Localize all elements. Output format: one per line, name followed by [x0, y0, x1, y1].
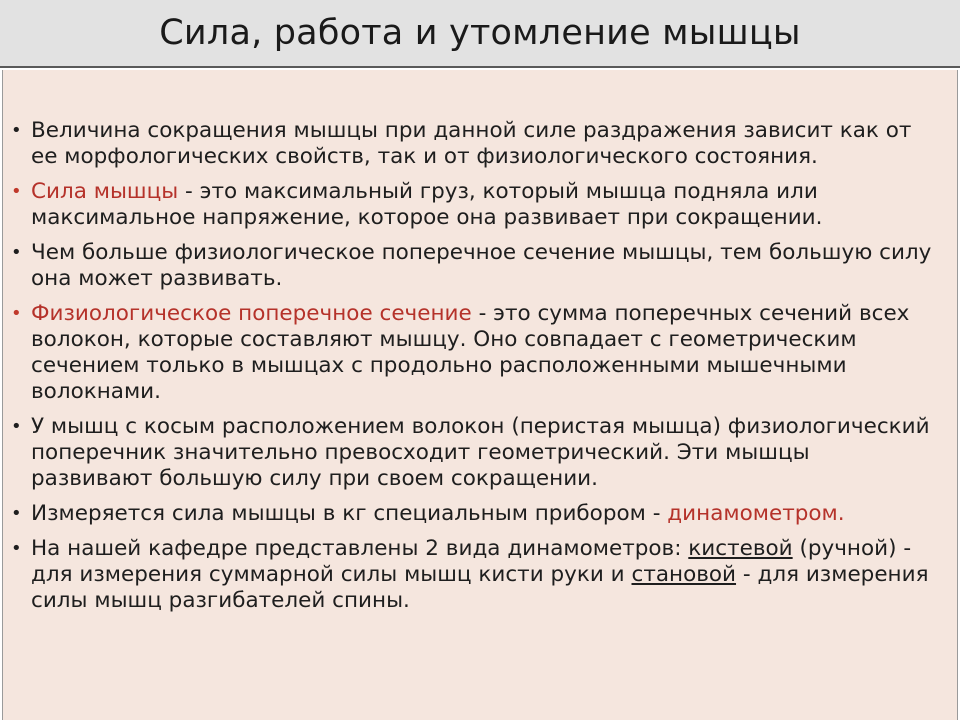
bullet-text: Величина сокращения мышцы при данной силе раздражения зависит как от ее морфологических свойств, так и от физиологического состояния. — [31, 118, 912, 169]
bullet-item-7 — [11, 536, 936, 614]
bullet-dot-icon: • — [11, 303, 22, 324]
bullet-list — [11, 118, 936, 623]
bullet-dot-icon: • — [11, 416, 22, 437]
bullet-text: На нашей кафедре представлены 2 вида динамометров: — [31, 536, 689, 561]
bullet-text: У мышц с косым расположением волокон (перистая мышца) физиологический поперечник значительно превосходит геометрический. Эти мышцы развивают большую силу при своем сокращении. — [31, 414, 930, 491]
bullet-text: Измеряется сила мышцы в кг специальным прибором - — [31, 501, 668, 526]
term-hand-dynamometer: кистевой — [688, 536, 793, 561]
bullet-dot-icon: • — [11, 538, 22, 559]
bullet-item-1 — [11, 118, 936, 170]
bullet-text: - это максимальный груз, который мышца подняла или максимальное напряжение, которое она развивает при сокращении. — [31, 179, 823, 230]
slide-title: Сила, работа и утомление мышцы — [159, 13, 801, 53]
bullet-text: (ручной) - для измерения суммарной силы мышц кисти руки и — [31, 536, 912, 587]
term-cross-section: Физиологическое поперечное сечение — [31, 301, 472, 326]
title-bar — [0, 0, 960, 68]
bullet-dot-icon: • — [11, 120, 22, 141]
term-muscle-strength: Сила мышцы — [31, 179, 179, 204]
bullet-dot-icon: • — [11, 503, 22, 524]
bullet-text: - для измерения силы мышц разгибателей спины. — [31, 562, 929, 613]
term-back-dynamometer: становой — [631, 562, 737, 587]
bullet-item-6 — [11, 501, 936, 527]
bullet-dot-icon: • — [11, 242, 22, 263]
bullet-item-2 — [11, 179, 936, 231]
bullet-text: Чем больше физиологическое поперечное сечение мышцы, тем большую силу она может развивать. — [31, 240, 932, 291]
bullet-text: - это сумма поперечных сечений всех волокон, которые составляют мышцу. Оно совпадает с геометрическим сечением только в мышцах с продольно расположенными мышечными волокнами. — [31, 301, 910, 404]
bullet-item-3 — [11, 240, 936, 292]
bullet-item-4 — [11, 301, 936, 405]
bullet-dot-icon: • — [11, 181, 22, 202]
term-dynamometer: динамометром. — [667, 501, 845, 526]
slide-content — [2, 70, 958, 720]
bullet-item-5 — [11, 414, 936, 492]
